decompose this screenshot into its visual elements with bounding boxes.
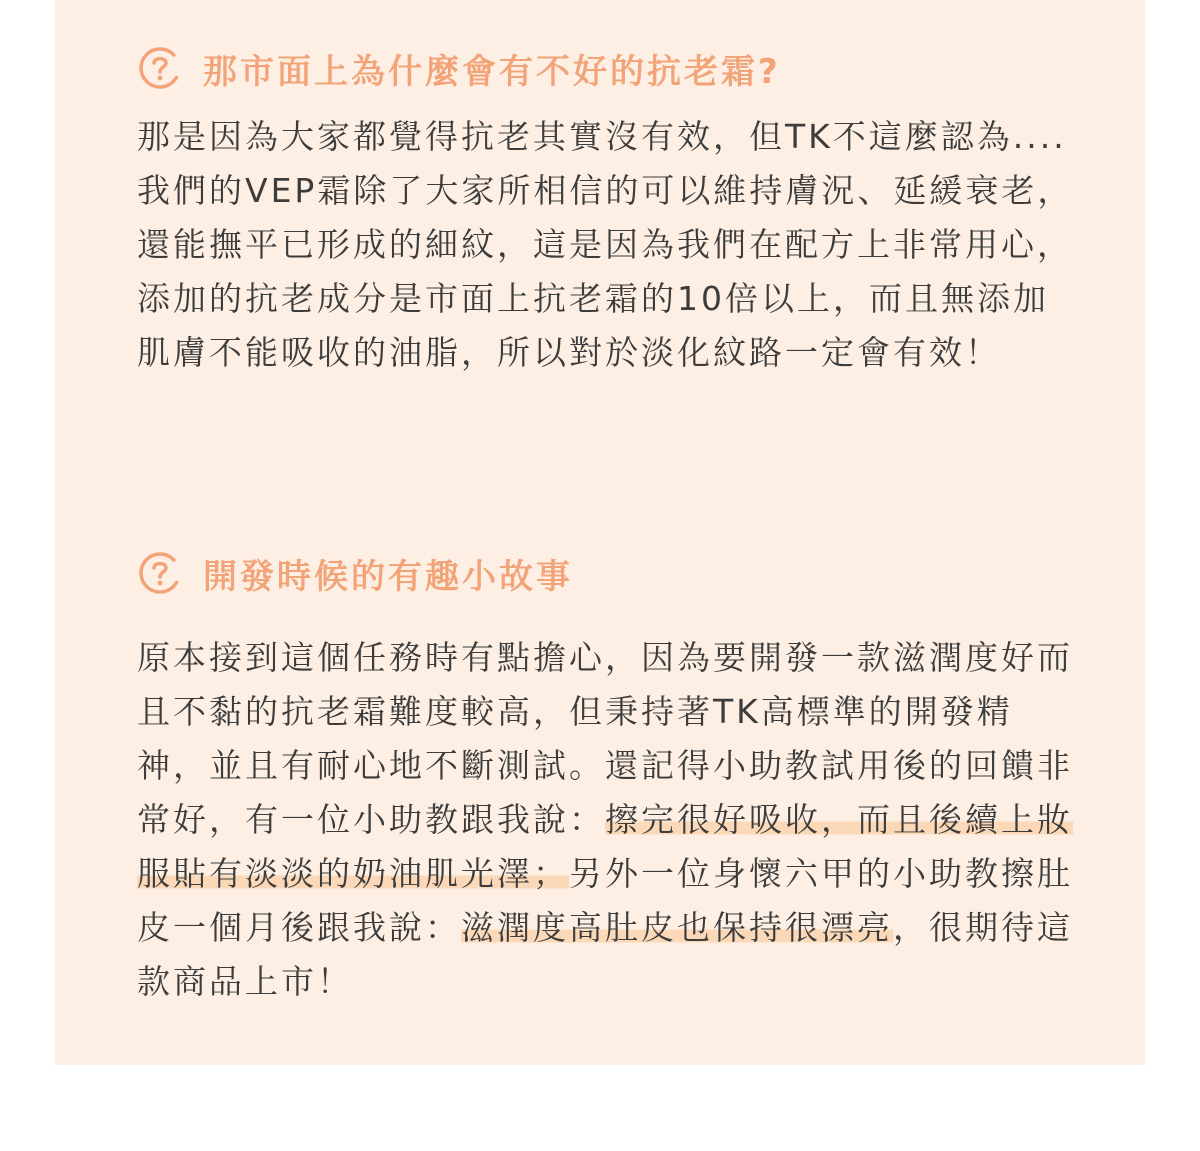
story-text: 原本接到這個任務時有點擔心，因為要開發一款滋潤度好而且不黏的抗老霜難度較高，但秉持著TK高標準的開發精神，並且有耐心地不斷測試。還記得小助教試用後的回饋非常好，有一位小助教跟我說： — [137, 638, 1073, 839]
story-text: 另外一位身懷六甲的小助教擦肚皮一個月後跟我說： — [137, 854, 1073, 947]
paragraph: 我們的VEP霜除了大家所相信的可以維持膚況、延緩衰老，還能撫平已形成的細紋，這是因為我們在配方上非常用心，添加的抗老成分是市面上抗老霜的10倍以上，而且無添加肌膚不能吸收的油脂，所以對於淡化紋路一定會有效！ — [137, 171, 1074, 372]
question-circle-icon — [137, 550, 183, 596]
story-text: ，很期待這款商品上市！ — [137, 908, 1073, 1001]
section-heading — [137, 40, 1077, 96]
section-heading — [137, 545, 1077, 601]
faq-section — [137, 40, 1077, 380]
section-title: 那市面上為什麼會有不好的抗老霜? — [203, 51, 781, 92]
section-title: 開發時候的有趣小故事 — [203, 556, 573, 597]
highlighted-quote: 滋潤度高肚皮也保持很漂亮 — [461, 908, 893, 947]
story-body — [137, 631, 1077, 1009]
question-circle-icon — [137, 45, 183, 91]
section-body — [137, 110, 1077, 380]
story-section — [137, 545, 1077, 1009]
highlighted-quote: 擦完很好吸收，而且後續上妝服貼有淡淡的奶油肌光澤； — [137, 800, 1073, 893]
paragraph: 那是因為大家都覺得抗老其實沒有效，但TK不這麼認為.... — [137, 117, 1067, 156]
